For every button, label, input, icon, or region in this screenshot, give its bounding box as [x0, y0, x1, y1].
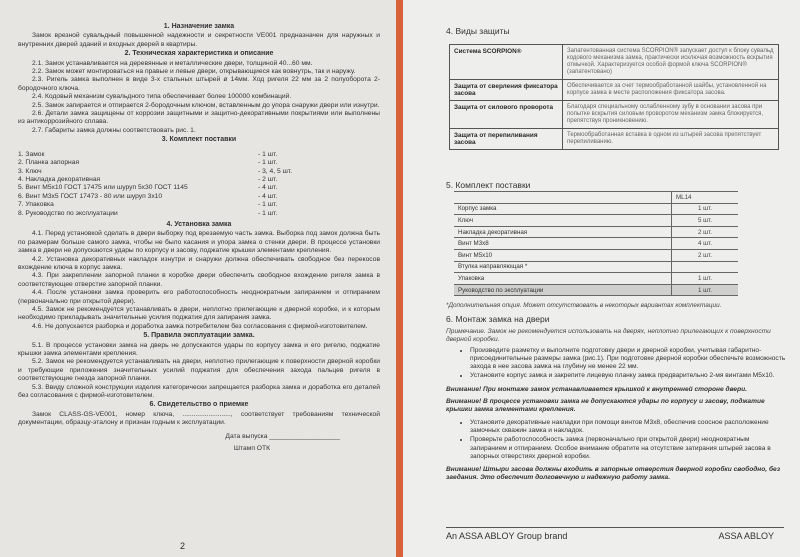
kit-item-qty: 4 шт. — [672, 238, 739, 250]
kit-item-qty: - 3, 4, 5 шт. — [258, 167, 293, 175]
right-page — [403, 0, 800, 557]
protection-key: Защита от силового проворота — [450, 101, 563, 129]
table-row — [454, 226, 738, 238]
table-row — [450, 45, 779, 80]
kit-item-name: Ключ — [454, 215, 672, 227]
kit-item-qty: 5 шт. — [672, 215, 739, 227]
list-item — [18, 184, 380, 192]
list-item — [18, 176, 380, 184]
warning: Внимание! В процессе установки замка не допускаются удары по корпусу и засову, поджатие крышки замка элементами крепления. — [446, 398, 765, 414]
section-title: 6. Свидетельство о приемке — [149, 401, 249, 409]
protection-value: Запатентованная система SCORPION® запускает доступ к блоку сувальд кодового механизма замка, практически исключая возможность вскрытия отмычкой. Характеризуется особой формой ключа SCORPION® (запатентовано) — [563, 45, 779, 80]
footer-divider — [446, 527, 784, 528]
section-title: 5. Правила эксплуатации замка. — [143, 332, 255, 340]
list-item: • Установите корпус замка и закрепите лицевую планку замка предварительно 2-мя винтами М5х10. — [470, 372, 786, 380]
date-line: Дата выпуска ___________________ — [225, 432, 340, 440]
table-row — [454, 238, 738, 250]
kit-item-qty: - 4 шт. — [258, 184, 278, 192]
paragraph: 4.6. Не допускается разборка и доработка замка потребителем без согласования с фирмой-изготовителем. — [32, 322, 368, 330]
kit-item-qty: 1 шт. — [672, 203, 739, 215]
paragraph: 4.3. При закреплении запорной планки в коробке двери обеспечить свободное вхождение ригеля замка в соответствующее отверстие запорной планки. — [18, 272, 380, 288]
left-page-content — [18, 22, 380, 454]
stamp-label: Штамп ОТК — [233, 445, 270, 453]
bullet-list — [446, 347, 786, 381]
list-item: • Проверьте работоспособность замка (первоначально при открытой двери) неоднократным запиранием и отпиранием. Особое внимание обратите на отсутствие затирания штырей засова в запорных отверстиях дверной коробки. — [470, 436, 786, 461]
kit-item-name: 8. Руководство по эксплуатации — [18, 209, 118, 217]
paragraph: 2.2. Замок может монтироваться на правые и левые двери, открывающиеся как вовнутрь, так и наружу. — [32, 68, 356, 76]
table-row — [454, 249, 738, 261]
brand-logo-text: ASSA ABLOY — [718, 531, 774, 541]
kit-item-name: 5. Винт М5х10 ГОСТ 17475 или шуруп 5х30 ГОСТ 1145 — [18, 184, 188, 192]
protection-value: Благодаря специальному ослабленному зубу в основании засова при попытке вскрытия силовым проворотом механизм замка блокируется, препятствуя проникновению. — [563, 101, 779, 129]
table-row — [454, 273, 738, 285]
kit-item-qty: 1 шт. — [672, 284, 739, 296]
paragraph: 5.3. Ввиду сложной конструкции изделия категорически запрещается разборка замка и доработка его деталей без согласования с фирмой-изготовителем. — [18, 383, 380, 400]
paragraph: 4.4. После установки замка проверить его работоспособность неоднократным запиранием и отпиранием (первоначально при открытой двери). — [18, 289, 380, 305]
paragraph: 4.1. Перед установкой сделать в двери выборку под врезаемую часть замка. Выборка под замок должна быть по размерам больше самого замка, чтобы не было касания и упора замка о стенки двери. В процессе установки замка в двери не допускаются удары по корпусу и засову, поджатие крышки элементами крепления. — [18, 230, 380, 255]
paragraph: 2.6. Детали замка защищены от коррозии защитными и защитно-декоративными покрытиями или выполнены из антикоррозийного сплава. — [18, 110, 380, 126]
brand-text: An ASSA ABLOY Group brand — [446, 531, 568, 541]
kit-item-name: 1. Замок — [18, 150, 45, 158]
protection-table — [449, 44, 779, 150]
table-header-row — [454, 192, 738, 204]
list-item: • Произведите разметку и выполните подготовку двери и дверной коробки, учитывая габаритно-присоединительные размеры замка (рис.1). При подготовке дверной коробки обеспечьте возможность захода в нее засова замка на глубину не менее 22 мм. — [470, 347, 786, 372]
kit-item-qty: - 1 шт. — [258, 209, 278, 217]
kit-item-qty: - 4 шт. — [258, 192, 278, 200]
page-number: 2 — [180, 541, 186, 551]
kit-item-name: Руководство по эксплуатации — [454, 284, 672, 296]
section-title: 4. Установка замка — [166, 220, 232, 228]
section-title: 4. Виды защиты — [446, 26, 510, 36]
paragraph: 4.2. Установка декоративных накладок изнутри и снаружи должна обеспечивать свободное без перекосов вхождение ключа в корпус замка. — [18, 255, 380, 271]
kit-item-name: Втулка направляющая * — [454, 261, 672, 273]
kit-item-qty: 2 шт. — [672, 226, 739, 238]
kit-item-name: 3. Ключ — [18, 167, 42, 175]
warning: Внимание! При монтаже замок устанавливается крышкой к внутренней стороне двери. — [446, 385, 747, 393]
protection-value: Обеспечивается за счет термообработанной шайбы, установленной на корпусе замка в месте расположения фиксатора засова. — [563, 80, 779, 101]
protection-key: Защита от сверления фиксатора засова — [450, 80, 563, 101]
table-row — [454, 215, 738, 227]
paragraph: 5.2. Замок не рекомендуется устанавливать на двери, неплотно прилегающие к поверхности дверной коробки и требующие приложения значительных усилий поджатия для обеспечения захода пальцев ригеля в соответствующие гнезда запорной планки. — [18, 358, 380, 383]
kit-item-qty: - 1 шт. — [258, 150, 278, 158]
left-page — [0, 0, 396, 557]
list-item — [18, 193, 380, 201]
note: Примечание. Замок не рекомендуется использовать на дверях, неплотно прилегающих к поверхности дверной коробки. — [446, 328, 771, 344]
paragraph: 4.5. Замок не рекомендуется устанавливать в двери, неплотно прилегающие к дверной коробке, и к которым необходимо прикладывать значительные усилия поджатия для запирания замка. — [18, 306, 380, 322]
table-row — [454, 284, 738, 296]
list-item — [18, 151, 380, 159]
paragraph: Замок CLASS-GS-VE001, номер ключа, .........................., соответствует требованиям технической документации, образцу-эталону и признан годным к эксплуатации. — [18, 410, 380, 427]
kit-table — [454, 191, 738, 296]
protection-key: Защита от перепиливания засова — [450, 129, 563, 150]
paragraph: Замок врезной сувальдный повышенной надежности и секретности VE001 предназначен для наружных и внутренних дверей зданий и входных дверей в квартиры. — [18, 32, 380, 48]
kit-item-name: Накладка декоративная — [454, 226, 672, 238]
table-row — [450, 80, 779, 101]
paragraph: 5.1. В процессе установки замка на дверь не допускаются удары по корпусу замка и его ригелю, поджатие крышки замка элементами крепления. — [18, 341, 380, 358]
header-empty-cell — [454, 192, 672, 204]
table-row — [454, 261, 738, 273]
paragraph: 2.3. Ригель замка выполнен в виде 3-х стальных штырей ø 14мм. Ход ригеля 22 мм за 2 полуоборота 2-бородочного ключа. — [18, 76, 380, 92]
paragraph: 2.4. Кодовый механизм сувальдного типа обеспечивает более 100000 комбинаций. — [32, 93, 292, 101]
kit-item-name: Винт М3х8 — [454, 238, 672, 250]
list-item — [18, 168, 380, 176]
kit-column-header: ML14 — [672, 192, 739, 204]
protection-key: Система SCORPION® — [450, 45, 563, 80]
kit-item-qty: 2 шт. — [672, 249, 739, 261]
table-row — [450, 129, 779, 150]
bullet-list — [446, 419, 786, 461]
kit-item-qty: - 1 шт. — [258, 201, 278, 209]
kit-item-name: 6. Винт М3х5 ГОСТ 17473 - 80 или шуруп 3х10 — [18, 192, 163, 200]
section-title: 1. Назначение замка — [163, 23, 235, 30]
paragraph: 2.5. Замок запирается и отпирается 2-бородочным ключом, вставленным до упора снаружи двери или изнутри. — [32, 101, 380, 109]
table-row — [450, 101, 779, 129]
list-item: • Установите декоративные накладки при помощи винтов М3х8, обеспечив соосное расположение замочных скважин замка и накладок. — [470, 419, 786, 436]
footnote: *Дополнительная опция. Может отсутствовать в некоторых вариантах комплектации. — [446, 302, 722, 309]
kit-item-name: Упаковка — [454, 273, 672, 285]
list-item — [18, 159, 380, 167]
section-title: 3. Комплект поставки — [161, 136, 237, 144]
table-row — [454, 203, 738, 215]
paragraph: 2.1. Замок устанавливается на деревянные и металлические двери, толщиной 40...60 мм. — [32, 59, 313, 67]
mounting-instructions — [446, 328, 786, 487]
kit-item-name: Винт М5х10 — [454, 249, 672, 261]
section-title: 2. Техническая характеристика и описание — [124, 50, 274, 58]
section-title: 5. Комплект поставки — [446, 180, 531, 190]
list-item — [18, 201, 380, 209]
section-title: 6. Монтаж замка на двери — [446, 314, 550, 324]
kit-item-qty: 1 шт. — [672, 273, 739, 285]
kit-list — [18, 151, 380, 218]
kit-item-name: 2. Планка запорная — [18, 159, 80, 167]
kit-item-qty: - 2 шт. — [258, 175, 278, 183]
protection-value: Термообработанная вставка в одном из штырей засова препятствует перепиливанию. — [563, 129, 779, 150]
paragraph: 2.7. Габариты замка должны соответствовать рис. 1. — [32, 126, 196, 134]
warning: Внимание! Штыри засова должны входить в запорные отверстия дверной коробки свободно, без заедания. Это обеспечит долговечную и надежную работу замка. — [446, 466, 781, 482]
kit-item-name: 7. Упаковка — [18, 201, 54, 209]
kit-item-name: Корпус замка — [454, 203, 672, 215]
kit-item-qty: - 1 шт. — [258, 159, 278, 167]
list-item — [18, 210, 380, 218]
kit-item-qty — [672, 261, 739, 273]
kit-item-name: 4. Накладка декоративная — [18, 175, 101, 183]
